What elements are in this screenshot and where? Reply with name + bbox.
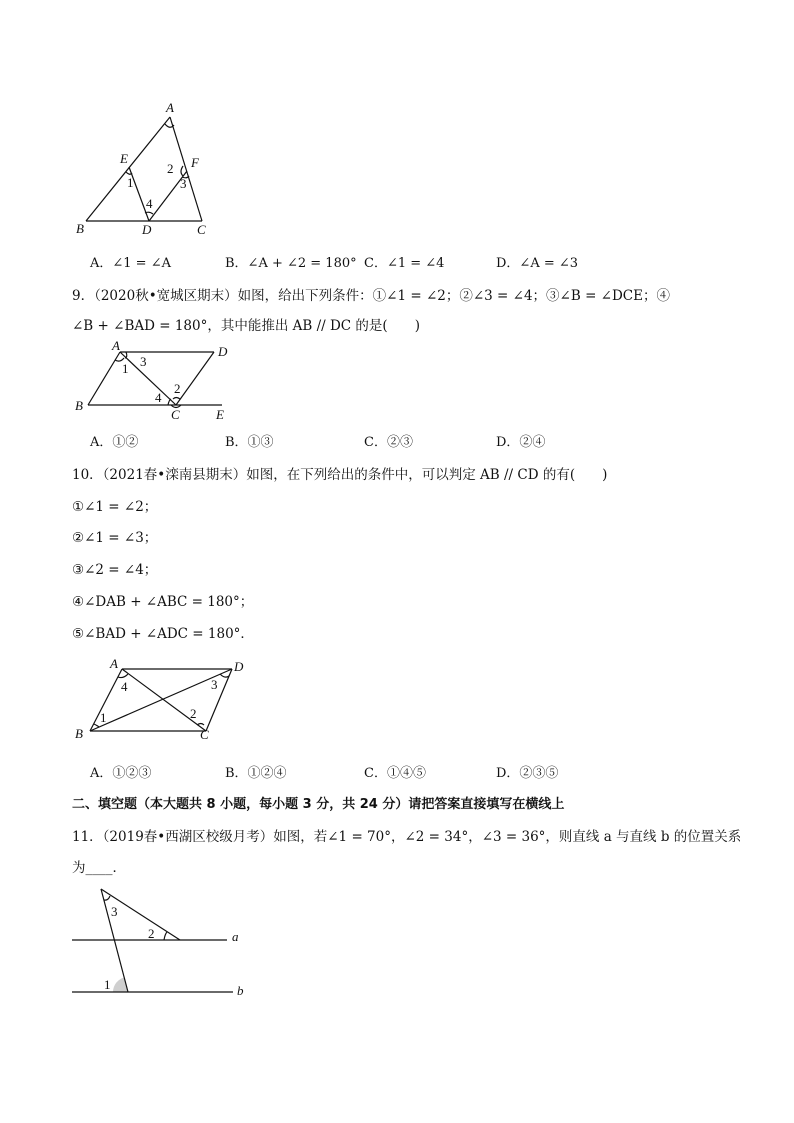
q9-arc-2 [173,398,180,400]
q8-label-a: A [166,100,174,115]
q9-label-c: C [171,407,180,422]
q9-label-e: E [216,407,224,422]
q9-stem-line2: ∠B + ∠BAD = 180°，其中能推出 AB // DC 的是( ) [72,318,420,334]
q11-label-a: a [232,929,239,944]
q8-option-c[interactable]: C．∠1 = ∠4 [364,256,445,271]
q8-side-ab [86,117,170,221]
q10-option-a[interactable]: A．①②③ [90,766,152,781]
q10-condition-2: ②∠1 = ∠3； [72,530,158,546]
q8-angle-3: 3 [180,176,187,191]
q9-option-a[interactable]: A．①② [90,435,139,450]
q10-arc-3 [220,674,229,677]
q8-label-d: D [142,222,152,237]
q10-angle-3: 3 [211,677,218,692]
q10-label-a: A [110,656,118,671]
q10-arc-1 [94,724,99,727]
q10-condition-4: ④∠DAB + ∠ABC = 180°； [72,594,254,610]
q8-arc-2 [181,166,183,176]
q8-angle-1: 1 [127,175,134,190]
q9-stem-line1: 9．（2020秋•宽城区期末）如图，给出下列条件：①∠1 = ∠2；②∠3 = ∠4；③∠B = ∠DCE；④ [72,288,670,304]
q10-option-b[interactable]: B．①②④ [225,766,287,781]
q10-figure [70,655,260,750]
q9-angle-4: 4 [155,390,162,405]
q11-stem-line2: 为____． [72,860,126,876]
q10-condition-1: ①∠1 = ∠2； [72,499,158,515]
q10-diagonal-ac [122,669,206,731]
q9-arc-4 [168,399,171,405]
q8-label-b: B [76,221,84,236]
q9-option-d[interactable]: D．②④ [496,435,546,450]
q11-figure [70,885,260,1000]
q9-angle-1: 1 [122,361,129,376]
q11-arc-3 [104,896,110,900]
q10-angle-4: 4 [121,679,128,694]
q10-condition-5: ⑤∠BAD + ∠ADC = 180°． [72,626,254,642]
q11-stem-line1: 11．（2019春•西湖区校级月考）如图，若∠1 = 70°，∠2 = 34°，∠3 = 36°，则直线 a 与直线 b 的位置关系 [72,829,742,845]
q8-figure [70,95,230,240]
q11-angle-3: 3 [111,904,118,919]
q9-diagonal-ac [120,352,176,405]
q8-label-f: F [191,155,199,170]
q9-option-b[interactable]: B．①③ [225,435,274,450]
q9-angle-3: 3 [140,354,147,369]
q9-angle-2: 2 [174,381,181,396]
q10-label-c: C [200,727,209,742]
q9-option-c[interactable]: C．②③ [364,435,413,450]
q8-angle-4: 4 [146,196,153,211]
q8-angle-2: 2 [167,161,174,176]
section-2-heading: 二、填空题（本大题共 8 小题，每小题 3 分，共 24 分）请把答案直接填写在横线上 [72,797,565,812]
q8-option-d[interactable]: D．∠A = ∠3 [496,256,579,271]
q11-angle-1: 1 [104,977,111,992]
q9-label-b: B [75,398,83,413]
q9-label-a: A [112,338,120,353]
q10-arc-2 [197,724,204,726]
q9-side-cd [176,352,214,405]
q9-figure [70,340,240,425]
q10-option-d[interactable]: D．②③⑤ [496,766,559,781]
q11-label-b: b [237,983,244,998]
q10-condition-3: ③∠2 = ∠4； [72,562,158,578]
q10-option-c[interactable]: C．①④⑤ [364,766,426,781]
q10-stem: 10．（2021春•滦南县期末）如图，在下列给出的条件中，可以判定 AB // CD 的有( ) [72,467,608,483]
q10-angle-2: 2 [190,706,197,721]
q11-angle-2: 2 [148,926,155,941]
q8-label-e: E [120,151,128,166]
q10-angle-1: 1 [100,710,107,725]
q8-label-c: C [197,222,206,237]
q10-label-b: B [75,726,83,741]
q8-option-a[interactable]: A．∠1 = ∠A [90,256,171,271]
q11-arc-2 [164,932,167,940]
q9-label-d: D [218,344,228,359]
q10-label-d: D [234,659,244,674]
q8-option-b[interactable]: B．∠A + ∠2 = 180° [225,256,357,271]
